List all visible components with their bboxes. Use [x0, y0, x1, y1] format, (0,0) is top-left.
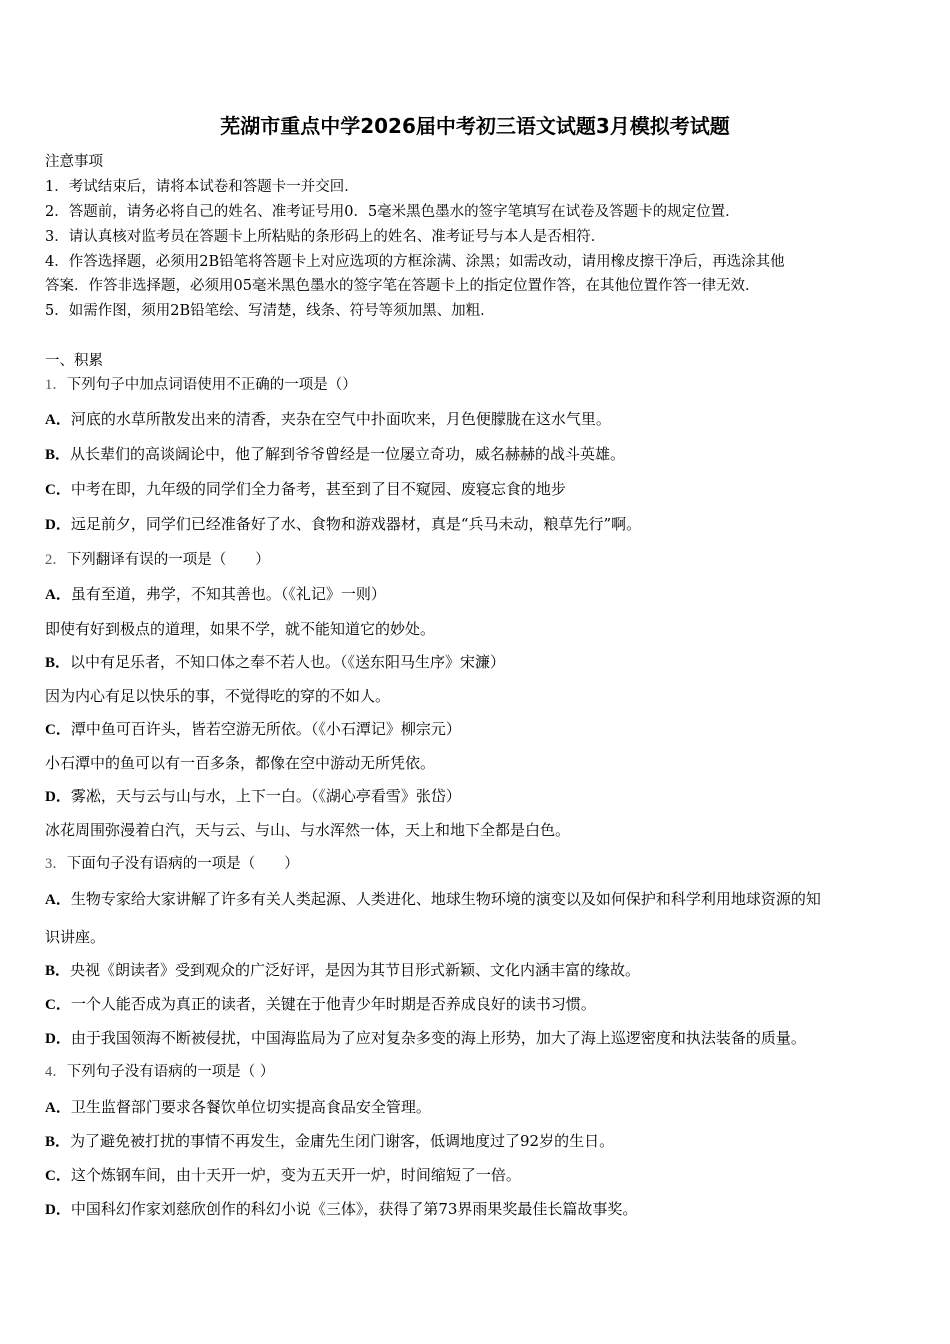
question-1-option-c — [45, 479, 566, 500]
option-label: C． — [45, 482, 71, 498]
option-label: A． — [45, 1100, 71, 1116]
option-text: 央视《朗读者》受到观众的广泛好评，是因为其节目形式新颖、文化内涵丰富的缘故。 — [70, 961, 641, 979]
option-label: C． — [45, 722, 71, 738]
notice-item-3: 3．请认真核对监考员在答题卡上所粘贴的条形码上的姓名、准考证号与本人是否相符． — [45, 229, 606, 245]
question-2-option-b-translation: 因为内心有足以快乐的事，不觉得吃的穿的不如人。 — [45, 687, 391, 705]
question-1-option-a — [45, 409, 611, 430]
question-3-option-d — [45, 1028, 806, 1049]
question-3-stem — [45, 854, 299, 874]
option-label: A． — [45, 587, 71, 603]
question-4-option-a — [45, 1097, 431, 1118]
option-label: D． — [45, 1031, 71, 1047]
question-text: 下面句子没有语病的一项是（ ） — [66, 856, 299, 872]
question-1-option-b — [45, 444, 625, 465]
question-4-stem — [45, 1062, 274, 1082]
question-2-option-a-translation: 即使有好到极点的道理，如果不学，就不能知道它的妙处。 — [45, 620, 436, 638]
option-text: 生物专家给大家讲解了许多有关人类起源、人类进化、地球生物环境的演变以及如何保护和科学利用地球资源的知 — [70, 890, 821, 908]
option-text: 潭中鱼可百许头，皆若空游无所依。（《小石潭记》柳宗元） — [70, 720, 461, 738]
question-3-option-a — [45, 889, 821, 910]
question-4-option-d — [45, 1199, 637, 1220]
option-label: C． — [45, 997, 71, 1013]
question-number: 3． — [45, 856, 67, 872]
section-heading: 一、积累 — [45, 353, 103, 369]
question-4-option-b — [45, 1131, 614, 1152]
question-number: 4． — [45, 1064, 67, 1080]
option-text: 从长辈们的高谈阔论中，他了解到爷爷曾经是一位屡立奇功，威名赫赫的战斗英雄。 — [70, 445, 626, 463]
question-2-option-a — [45, 584, 386, 605]
option-text: 雾凇，天与云与山与水，上下一白。（《湖心亭看雪》张岱） — [70, 787, 461, 805]
option-text: 中考在即，九年级的同学们全力备考，甚至到了目不窥园、废寝忘食的地步 — [70, 480, 566, 498]
document-title: 芜湖市重点中学2026届中考初三语文试题3月模拟考试题 — [220, 114, 730, 138]
notice-item-1: 1．考试结束后，请将本试卷和答题卡一并交回． — [45, 179, 359, 195]
question-text: 下列句子中加点词语使用不正确的一项是（） — [66, 377, 357, 393]
notice-item-4: 4．作答选择题，必须用2B铅笔将答题卡上对应选项的方框涂满、涂黑；如需改动，请用橡皮擦干净后，再选涂其他 — [45, 254, 785, 270]
question-3-option-c — [45, 994, 596, 1015]
question-number: 1． — [45, 377, 67, 393]
question-2-option-d — [45, 786, 461, 807]
option-text: 由于我国领海不断被侵扰，中国海监局为了应对复杂多变的海上形势，加大了海上巡逻密度和执法装备的质量。 — [70, 1029, 806, 1047]
question-3-option-a-continued: 识讲座。 — [45, 928, 106, 946]
option-label: B． — [45, 447, 71, 463]
question-3-option-b — [45, 960, 640, 981]
option-label: D． — [45, 789, 71, 805]
question-2-option-c-translation: 小石潭中的鱼可以有一百多条，都像在空中游动无所凭依。 — [45, 754, 436, 772]
question-2-option-d-translation: 冰花周围弥漫着白汽，天与云、与山、与水浑然一体，天上和地下全都是白色。 — [45, 821, 571, 839]
question-2-stem — [45, 550, 270, 570]
option-label: D． — [45, 1202, 71, 1218]
option-text: 远足前夕，同学们已经准备好了水、食物和游戏器材，真是“兵马未动，粮草先行”啊。 — [70, 515, 642, 533]
notice-heading: 注意事项 — [45, 154, 103, 170]
option-label: A． — [45, 412, 71, 428]
question-text: 下列句子没有语病的一项是（ ） — [66, 1064, 275, 1080]
question-text: 下列翻译有误的一项是（ ） — [66, 552, 270, 568]
question-2-option-c — [45, 719, 461, 740]
option-text: 河底的水草所散发出来的清香，夹杂在空气中扑面吹来，月色便朦胧在这水气里。 — [70, 410, 611, 428]
question-number: 2． — [45, 552, 67, 568]
question-2-option-b — [45, 652, 505, 673]
notice-item-4-continued: 答案．作答非选择题，必须用05毫米黑色墨水的签字笔在答题卡上的指定位置作答，在其他位置作答一律无效． — [45, 278, 760, 294]
question-1-option-d — [45, 514, 641, 535]
option-label: B． — [45, 655, 71, 671]
option-text: 中国科幻作家刘慈欣创作的科幻小说《三体》，获得了第73界雨果奖最佳长篇故事奖。 — [70, 1200, 638, 1218]
notice-item-5: 5．如需作图，须用2B铅笔绘、写清楚，线条、符号等须加黑、加粗． — [45, 303, 495, 319]
option-text: 为了避免被打扰的事情不再发生，金庸先生闭门谢客，低调地度过了92岁的生日。 — [70, 1132, 615, 1150]
question-1-stem — [45, 375, 357, 395]
option-label: B． — [45, 963, 71, 979]
option-label: C． — [45, 1168, 71, 1184]
notice-item-2: 2．答题前，请务必将自己的姓名、准考证号用0．5毫米黑色墨水的签字笔填写在试卷及答题卡的规定位置． — [45, 204, 740, 220]
option-label: B． — [45, 1134, 71, 1150]
option-text: 卫生监督部门要求各餐饮单位切实提高食品安全管理。 — [70, 1098, 431, 1116]
option-label: A． — [45, 892, 71, 908]
option-text: 虽有至道，弗学，不知其善也。（《礼记》一则） — [70, 585, 386, 603]
option-text: 以中有足乐者，不知口体之奉不若人也。（《送东阳马生序》宋濂） — [70, 653, 506, 671]
option-label: D． — [45, 517, 71, 533]
option-text: 一个人能否成为真正的读者，关键在于他青少年时期是否养成良好的读书习惯。 — [70, 995, 596, 1013]
question-4-option-c — [45, 1165, 521, 1186]
option-text: 这个炼钢车间，由十天开一炉，变为五天开一炉，时间缩短了一倍。 — [70, 1166, 521, 1184]
